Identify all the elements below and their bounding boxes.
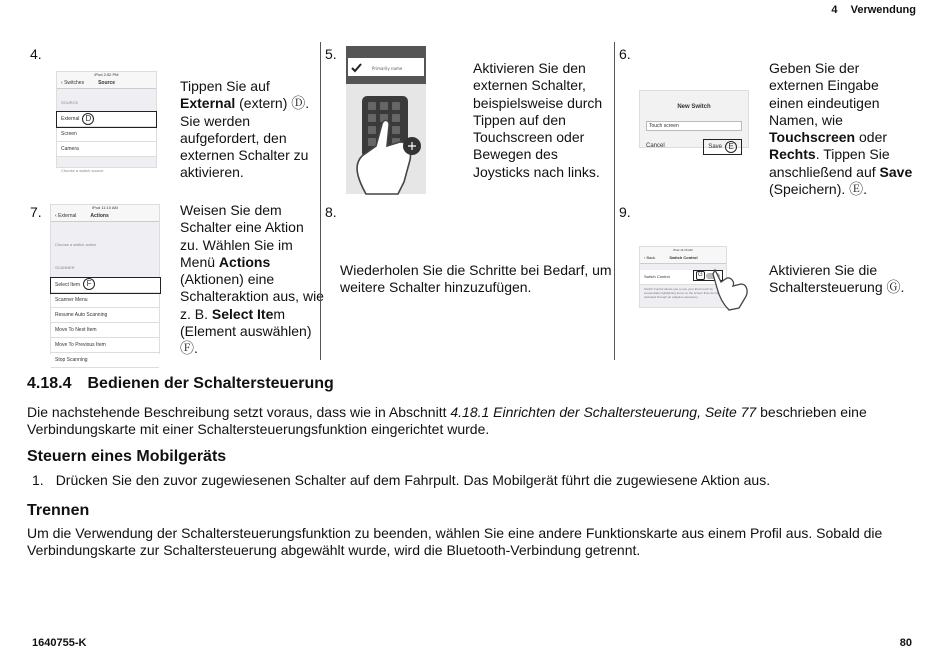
step-text: Tippen Sie auf External (extern) Ⓓ. Sie werden aufgefordert, den externen Schalter zu aktivieren. xyxy=(180,78,310,181)
document-number: 1640755-K xyxy=(32,637,87,649)
screenshot-source: iPod 2:52 PM ‹ Switches Source SOURCE External D Screen Camera Choose a switch source xyxy=(56,71,157,168)
item-external[interactable]: External D xyxy=(57,112,156,127)
section-reference: 4.18.1 Einrichten der Schaltersteuerung, Seite 77 xyxy=(450,404,757,420)
section-intro: Die nachstehende Beschreibung setzt voraus, dass wie in Abschnitt 4.18.1 Einrichten der Schaltersteuerung, Seite 77 beschrieben eine Verbindungskarte mit einer Schaltersteuerungsfunktion eingerichtet wurde. xyxy=(27,404,867,438)
step-number: 5. xyxy=(325,46,337,62)
disconnect-text: Um die Verwendung der Schaltersteuerungsfunktion zu beenden, wählen Sie eine andere Funktionskarte aus einem Profil aus. Sobald die Verbindungskarte zur Schaltersteuerung abgewählt wurde, wird die Bluetooth-Verbindung getrennt. xyxy=(27,525,883,559)
save-button[interactable]: Save E xyxy=(703,139,742,155)
step-6 xyxy=(614,42,913,200)
item-resume-auto-scanning[interactable]: Resume Auto Scanning xyxy=(51,308,159,323)
tapping-hand-icon xyxy=(711,268,751,312)
touchscreen-hand-image xyxy=(346,46,426,194)
page-number: 80 xyxy=(899,637,912,649)
step-number: 9. xyxy=(619,204,631,220)
switch-control-toggle[interactable]: G xyxy=(693,270,723,281)
step-8 xyxy=(320,200,614,360)
step-7 xyxy=(26,200,324,363)
switch-name-input[interactable]: Touch screen xyxy=(646,121,742,131)
item-move-next[interactable]: Move To Next Item xyxy=(51,323,159,338)
step-text: Geben Sie der externen Eingabe einen eindeutigen Namen, wie Touchscreen oder Rechts. Tippen Sie anschließend auf Save (Speichern). Ⓔ. xyxy=(769,60,913,198)
subheading-disconnect: Trennen xyxy=(27,502,90,519)
steps-grid xyxy=(26,42,913,363)
item-scanner-menu[interactable]: Scanner Menu xyxy=(51,293,159,308)
step-9 xyxy=(614,200,908,360)
step-number: 7. xyxy=(30,204,42,220)
screenshot-actions: iPod 11:10 AM ‹ External Actions Choose a switch action SCANNER Select Item F Scanner Menu Resume Auto Scanning Move To Next Item Move To Previous Item Stop Scanning xyxy=(50,204,160,354)
screenshot-switch-control: iPod 11:15 AM ‹ Back Switch Control Switch Control G Switch Control allows you to use your iPod touch by sequentially highlighting items on the screen that can be activated through an adaptive accessory. xyxy=(639,246,727,308)
running-header xyxy=(831,4,916,16)
item-screen[interactable]: Screen xyxy=(57,127,156,142)
cancel-button[interactable]: Cancel xyxy=(646,143,665,150)
step-text: Aktivieren Sie die Schaltersteuerung Ⓖ. xyxy=(769,262,905,296)
subheading-mobile: Steuern eines Mobilgeräts xyxy=(27,448,227,465)
svg-text:Primarily name: Primarily name xyxy=(372,66,403,71)
item-move-previous[interactable]: Move To Previous Item xyxy=(51,338,159,353)
screenshot-new-switch: New Switch Touch screen Cancel Save E xyxy=(639,90,749,148)
step-number: 4. xyxy=(30,46,42,62)
chapter-number: 4 xyxy=(831,4,838,16)
item-select-item[interactable]: Select Item F xyxy=(51,278,160,293)
step-text: Wiederholen Sie die Schritte bei Bedarf, um weitere Schalter hinzuzufügen. xyxy=(340,262,612,296)
step-text: Aktivieren Sie den externen Schalter, beispielsweise durch Tippen auf den Touchscreen oder Bewegen des Joysticks nach links. xyxy=(473,60,603,180)
section-heading: 4.18.4 Bedienen der Schaltersteuerung xyxy=(27,375,334,392)
item-stop-scanning[interactable]: Stop Scanning xyxy=(51,353,159,368)
chapter-title: Verwendung xyxy=(850,4,916,16)
step-number: 8. xyxy=(325,204,337,220)
step-text: Weisen Sie dem Schalter eine Aktion zu. Wählen Sie im Menü Actions (Aktionen) eine Schalteraktion aus, wie z. B. Select Item (Element auswählen) Ⓕ. xyxy=(180,202,324,357)
step-5 xyxy=(320,42,614,200)
numbered-item: 1. Drücken Sie den zuvor zugewiesenen Schalter auf dem Fahrpult. Das Mobilgerät führt die zugewiesene Aktion aus. xyxy=(32,472,771,488)
step-4 xyxy=(26,42,320,200)
step-number: 6. xyxy=(619,46,631,62)
item-camera[interactable]: Camera xyxy=(57,142,156,157)
